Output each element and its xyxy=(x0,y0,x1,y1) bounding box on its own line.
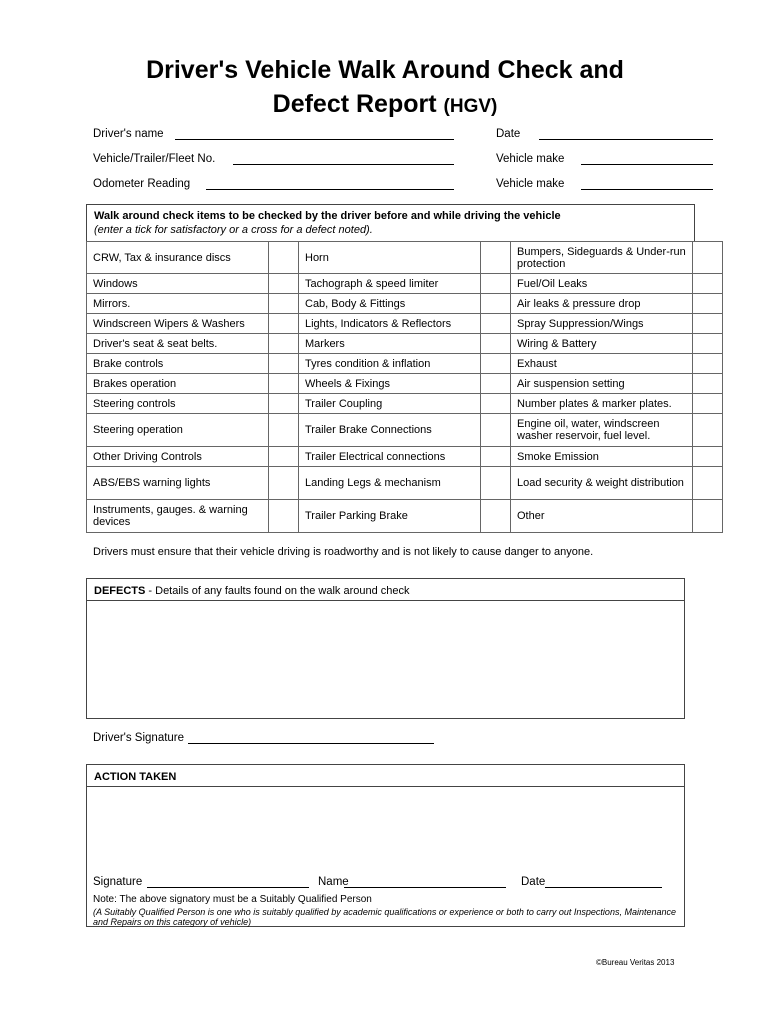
check-item: Windscreen Wipers & Washers xyxy=(87,314,269,334)
check-tick-box[interactable] xyxy=(693,414,723,447)
check-tick-box[interactable] xyxy=(693,334,723,354)
check-row xyxy=(87,500,723,533)
check-item: Engine oil, water, windscreen washer reservoir, fuel level. xyxy=(511,414,693,447)
check-tick-box[interactable] xyxy=(481,447,511,467)
odometer-label: Odometer Reading xyxy=(93,178,191,190)
check-row xyxy=(87,374,723,394)
check-tick-box[interactable] xyxy=(481,334,511,354)
defects-text: - Details of any faults found on the walk around check xyxy=(145,585,410,597)
check-row xyxy=(87,414,723,447)
check-item: Fuel/Oil Leaks xyxy=(511,274,693,294)
check-tick-box[interactable] xyxy=(693,467,723,500)
check-tick-box[interactable] xyxy=(269,274,299,294)
check-item: Windows xyxy=(87,274,269,294)
action-note: Note: The above signatory must be a Suitably Qualified Person xyxy=(93,894,372,905)
check-tick-box[interactable] xyxy=(693,242,723,274)
check-item: CRW, Tax & insurance discs xyxy=(87,242,269,274)
check-item: Spray Suppression/Wings xyxy=(511,314,693,334)
check-tick-box[interactable] xyxy=(269,242,299,274)
check-row xyxy=(87,334,723,354)
check-item: Tachograph & speed limiter xyxy=(299,274,481,294)
check-item: Steering controls xyxy=(87,394,269,414)
vehicle-make-label: Vehicle make xyxy=(496,153,565,165)
check-row xyxy=(87,354,723,374)
defects-label: DEFECTS xyxy=(94,585,146,597)
check-tick-box[interactable] xyxy=(481,414,511,447)
check-item: Smoke Emission xyxy=(511,447,693,467)
check-item: Tyres condition & inflation xyxy=(299,354,481,374)
check-tick-box[interactable] xyxy=(693,314,723,334)
vehicle-make-2-label: Vehicle make xyxy=(496,178,565,190)
check-item: Trailer Brake Connections xyxy=(299,414,481,447)
action-heading: ACTION TAKEN xyxy=(87,765,684,787)
title-suffix: (HGV) xyxy=(443,96,498,117)
form-title-line2 xyxy=(0,89,770,122)
check-item: Cab, Body & Fittings xyxy=(299,294,481,314)
check-item: Trailer Parking Brake xyxy=(299,500,481,533)
action-name-label: Name xyxy=(318,876,349,888)
action-note-detail: (A Suitably Qualified Person is one who is suitably qualified by academic qualifications or experience or both to carry out Inspections, Maintenance and Repairs on this category of vehicle) xyxy=(93,907,676,927)
check-tick-box[interactable] xyxy=(693,447,723,467)
check-tick-box[interactable] xyxy=(269,334,299,354)
roadworthy-note: Drivers must ensure that their vehicle driving is roadworthy and is not likely to cause danger to anyone. xyxy=(93,546,594,558)
check-tick-box[interactable] xyxy=(481,467,511,500)
vehicle-no-label: Vehicle/Trailer/Fleet No. xyxy=(93,153,216,165)
check-row xyxy=(87,447,723,467)
check-item: Landing Legs & mechanism xyxy=(299,467,481,500)
check-item: Trailer Coupling xyxy=(299,394,481,414)
checks-table xyxy=(86,241,723,533)
check-item: Brake controls xyxy=(87,354,269,374)
check-tick-box[interactable] xyxy=(481,374,511,394)
check-tick-box[interactable] xyxy=(481,242,511,274)
check-tick-box[interactable] xyxy=(481,394,511,414)
action-signature-label: Signature xyxy=(93,876,143,888)
check-tick-box[interactable] xyxy=(481,314,511,334)
defects-header xyxy=(87,579,684,601)
check-item: Load security & weight distribution xyxy=(511,467,693,500)
check-item: Exhaust xyxy=(511,354,693,374)
copyright: ©Bureau Veritas 2013 xyxy=(596,958,675,967)
check-item: Brakes operation xyxy=(87,374,269,394)
check-item: Wiring & Battery xyxy=(511,334,693,354)
drivers-signature-label: Driver's Signature xyxy=(93,732,185,744)
check-tick-box[interactable] xyxy=(269,467,299,500)
check-row xyxy=(87,274,723,294)
check-tick-box[interactable] xyxy=(693,274,723,294)
check-tick-box[interactable] xyxy=(269,500,299,533)
check-tick-box[interactable] xyxy=(481,274,511,294)
check-item: Lights, Indicators & Reflectors xyxy=(299,314,481,334)
check-item: Number plates & marker plates. xyxy=(511,394,693,414)
check-row xyxy=(87,394,723,414)
check-row xyxy=(87,294,723,314)
check-tick-box[interactable] xyxy=(269,294,299,314)
check-item: Markers xyxy=(299,334,481,354)
check-tick-box[interactable] xyxy=(481,294,511,314)
check-tick-box[interactable] xyxy=(693,374,723,394)
defects-box[interactable] xyxy=(86,578,685,719)
check-item: Other Driving Controls xyxy=(87,447,269,467)
check-item: Instruments, gauges. & warning devices xyxy=(87,500,269,533)
check-tick-box[interactable] xyxy=(693,354,723,374)
check-item: Driver's seat & seat belts. xyxy=(87,334,269,354)
check-tick-box[interactable] xyxy=(269,447,299,467)
check-tick-box[interactable] xyxy=(269,394,299,414)
check-item: Wheels & Fixings xyxy=(299,374,481,394)
check-item: Other xyxy=(511,500,693,533)
check-tick-box[interactable] xyxy=(693,500,723,533)
check-item: Air suspension setting xyxy=(511,374,693,394)
date-label: Date xyxy=(496,128,521,140)
check-tick-box[interactable] xyxy=(481,354,511,374)
check-item: Steering operation xyxy=(87,414,269,447)
check-tick-box[interactable] xyxy=(269,354,299,374)
drivers-name-label: Driver's name xyxy=(93,128,164,140)
check-item: Trailer Electrical connections xyxy=(299,447,481,467)
check-item: Bumpers, Sideguards & Under-run protection xyxy=(511,242,693,274)
form-title: Driver's Vehicle Walk Around Check and xyxy=(146,56,624,84)
check-tick-box[interactable] xyxy=(269,414,299,447)
check-item: Air leaks & pressure drop xyxy=(511,294,693,314)
checks-heading: Walk around check items to be checked by the driver before and while driving the vehicle xyxy=(94,210,561,222)
title-text: Defect Report xyxy=(272,90,437,118)
check-item: Horn xyxy=(299,242,481,274)
checks-instruction: (enter a tick for satisfactory or a cross for a defect noted). xyxy=(94,224,373,236)
check-item: ABS/EBS warning lights xyxy=(87,467,269,500)
check-row xyxy=(87,242,723,274)
check-tick-box[interactable] xyxy=(269,314,299,334)
check-item: Mirrors. xyxy=(87,294,269,314)
check-tick-box[interactable] xyxy=(481,500,511,533)
check-row xyxy=(87,314,723,334)
check-tick-box[interactable] xyxy=(693,394,723,414)
check-tick-box[interactable] xyxy=(693,294,723,314)
check-tick-box[interactable] xyxy=(269,374,299,394)
check-row xyxy=(87,467,723,500)
action-date-label: Date xyxy=(521,876,546,888)
checks-header-box xyxy=(86,204,695,242)
